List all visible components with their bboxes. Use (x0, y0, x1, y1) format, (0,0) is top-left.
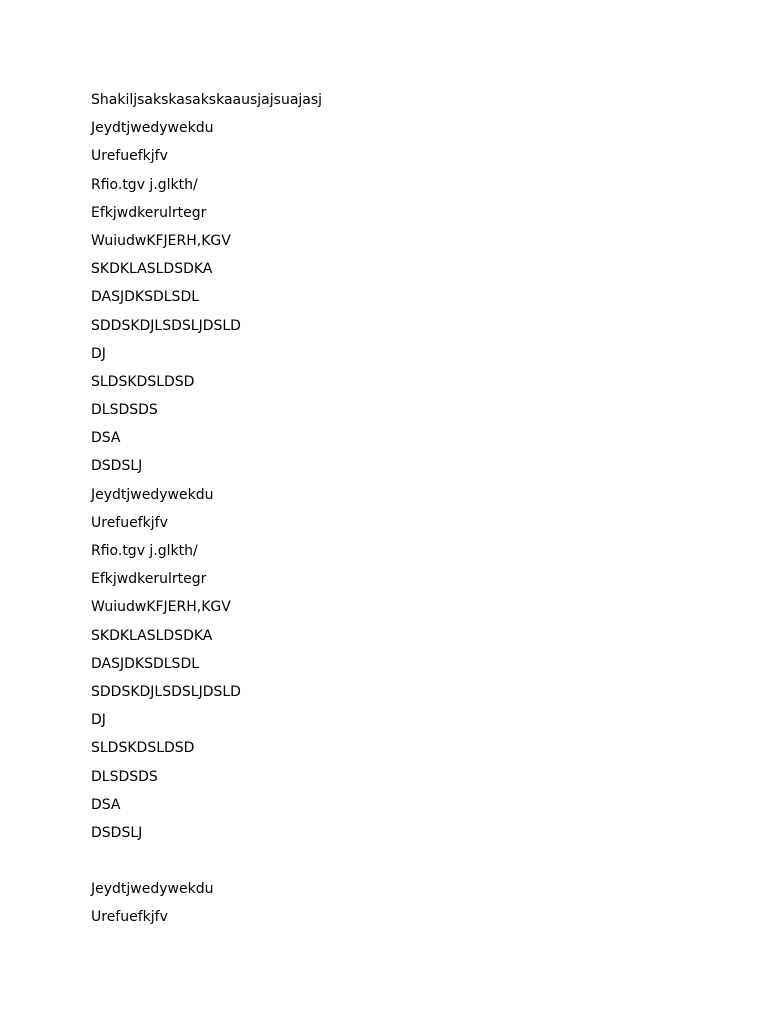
text-line: Rfio.tgv j.glkth/ (91, 176, 198, 193)
text-line: Rfio.tgv j.glkth/ (91, 543, 198, 559)
text-line: Efkjwdkerulrtegr (91, 204, 207, 221)
text-line: WuiudwKFJERH,KGV (91, 232, 231, 249)
text-line: SDDSKDJLSDSLJDSLD (91, 317, 241, 334)
text-line: Jeydtjwedywekdu (91, 120, 214, 137)
text-line: DSA (91, 430, 121, 447)
text-line: DASJDKSDLSDL (91, 289, 200, 306)
text-line: DLSDSDS (91, 402, 158, 419)
text-line: DJ (91, 345, 106, 362)
text-line: DASJDKSDLSDL (91, 655, 200, 672)
text-line: Urefuefkjfv (91, 909, 168, 926)
document-text-body (91, 90, 691, 936)
text-line: Jeydtjwedywekdu (91, 486, 214, 503)
text-line: Urefuefkjfv (91, 148, 168, 165)
text-line: Shakiljsakskasakskaausjajsuajasj (91, 92, 323, 108)
text-line: DLSDSDS (91, 768, 158, 785)
text-line: Jeydtjwedywekdu (91, 881, 214, 898)
text-line: SLDSKDSLDSD (91, 740, 195, 757)
text-line: DJ (91, 712, 106, 729)
text-line: DSA (91, 796, 121, 813)
text-line: DSDSLJ (91, 824, 143, 841)
text-line: SLDSKDSLDSD (91, 373, 195, 390)
text-line: SKDKLASLDSDKA (91, 627, 213, 644)
text-line: WuiudwKFJERH,KGV (91, 599, 231, 616)
text-line: DSDSLJ (91, 458, 143, 475)
text-line: Urefuefkjfv (91, 514, 168, 531)
blank-line (91, 851, 691, 879)
text-line: Efkjwdkerulrtegr (91, 571, 207, 588)
text-line: SDDSKDJLSDSLJDSLD (91, 683, 241, 700)
text-line: SKDKLASLDSDKA (91, 261, 213, 278)
